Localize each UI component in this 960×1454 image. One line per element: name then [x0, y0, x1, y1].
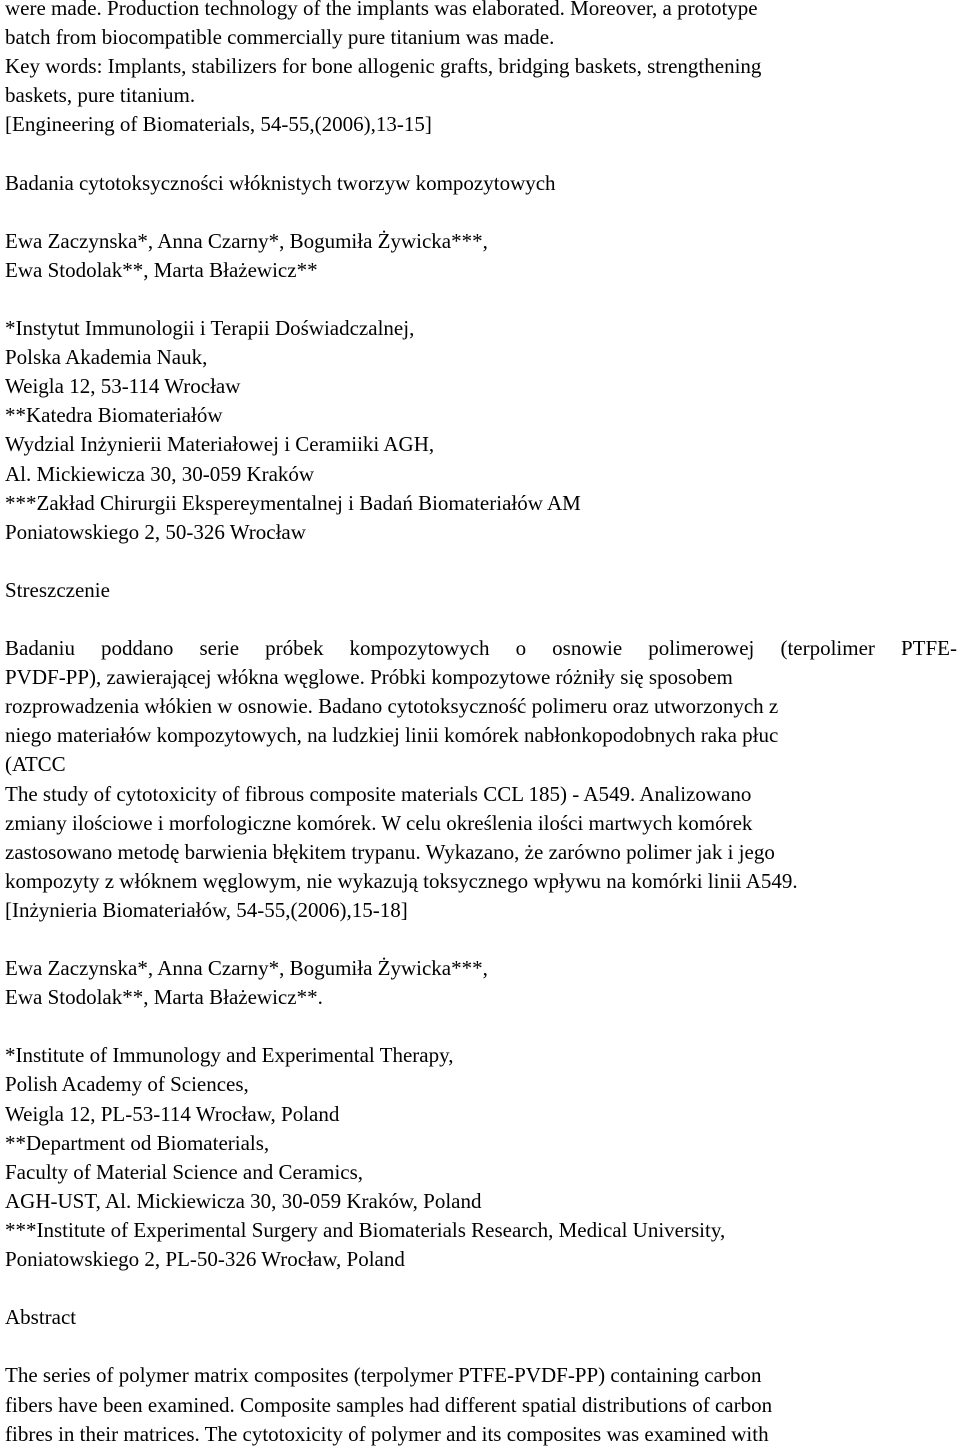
polish-affiliation-line: Wydzial Inżynierii Materiałowej i Ceramiiki AGH,	[5, 432, 435, 457]
polish-title: Badania cytotoksyczności włóknistych tworzyw kompozytowych	[5, 170, 556, 195]
polish-abstract-line: niego materiałów kompozytowych, na ludzkiej linii komórek nabłonkopodobnych raka płuc	[5, 723, 779, 748]
english-affiliation-line: Poniatowskiego 2, PL-50-326 Wrocław, Poland	[5, 1247, 405, 1272]
polish-affiliation-line: Weigla 12, 53-114 Wrocław	[5, 374, 241, 399]
english-abstract-line: fibres in their matrices. The cytotoxicity of polymer and its composites was examined with	[5, 1421, 769, 1446]
intro-citation: [Engineering of Biomaterials, 54-55,(2006),13-15]	[5, 112, 432, 137]
polish-abstract-line: (ATCC	[5, 752, 66, 777]
document-page	[5, 0, 957, 1449]
english-abstract-line: fibers have been examined. Composite samples had different spatial distributions of carbon	[5, 1392, 773, 1417]
polish-abstract-line: rozprowadzenia włókien w osnowie. Badano cytotoksyczność polimeru oraz utworzonych z	[5, 694, 779, 719]
polish-affiliation-line: Polska Akademia Nauk,	[5, 345, 208, 370]
polish-section	[5, 169, 957, 925]
english-affiliation-line: **Department od Biomaterials,	[5, 1130, 270, 1155]
polish-abstract-line: zastosowano metodę barwienia błękitem trypanu. Wykazano, że zarówno polimer jak i jego	[5, 839, 775, 864]
english-section	[5, 954, 957, 1449]
english-author-line: Ewa Zaczynska*, Anna Czarny*, Bogumiła Żywicka***,	[5, 956, 488, 981]
english-affiliation-line: Polish Academy of Sciences,	[5, 1072, 249, 1097]
spacer	[5, 1332, 957, 1361]
polish-affiliation-line: ***Zakład Chirurgii Ekspereymentalnej i Badań Biomateriałów AM	[5, 490, 581, 515]
polish-author-line: Ewa Stodolak**, Marta Błażewicz**	[5, 257, 318, 282]
polish-abstract-line: zmiany ilościowe i morfologiczne komórek. W celu określenia ilości martwych komórek	[5, 810, 753, 835]
english-abstract-line: The series of polymer matrix composites (terpolymer PTFE-PVDF-PP) containing carbon	[5, 1363, 762, 1388]
polish-affiliation-line: *Instytut Immunologii i Terapii Doświadczalnej,	[5, 316, 415, 341]
english-affiliation-line: *Institute of Immunology and Experimental Therapy,	[5, 1043, 454, 1068]
polish-abstract-line: kompozyty z włóknem węglowym, nie wykazują toksycznego wpływu na komórki linii A549.	[5, 868, 798, 893]
polish-affiliation-line: **Katedra Biomateriałów	[5, 403, 223, 428]
polish-citation: [Inżynieria Biomateriałów, 54-55,(2006),15-18]	[5, 897, 408, 922]
intro-line: Key words: Implants, stabilizers for bone allogenic grafts, bridging baskets, strengthening	[5, 54, 762, 79]
polish-abstract-line: Badaniu poddano serie próbek kompozytowych o osnowie polimerowej (terpolimer PTFE-	[5, 636, 957, 661]
intro-line: were made. Production technology of the implants was elaborated. Moreover, a prototype	[5, 0, 758, 20]
spacer	[5, 925, 957, 954]
spacer	[5, 139, 957, 168]
spacer	[5, 547, 957, 576]
polish-abstract-heading: Streszczenie	[5, 577, 110, 602]
polish-affiliation-line: Al. Mickiewicza 30, 30-059 Kraków	[5, 461, 315, 486]
spacer	[5, 1274, 957, 1303]
english-abstract-heading: Abstract	[5, 1305, 77, 1330]
spacer	[5, 605, 957, 634]
polish-author-line: Ewa Zaczynska*, Anna Czarny*, Bogumiła Żywicka***,	[5, 228, 488, 253]
intro-section	[5, 0, 957, 139]
english-affiliation-line: Weigla 12, PL-53-114 Wrocław, Poland	[5, 1101, 340, 1126]
spacer	[5, 285, 957, 314]
intro-line: batch from biocompatible commercially pure titanium was made.	[5, 25, 555, 50]
polish-affiliation-line: Poniatowskiego 2, 50-326 Wrocław	[5, 519, 306, 544]
spacer	[5, 198, 957, 227]
english-affiliation-line: AGH-UST, Al. Mickiewicza 30, 30-059 Kraków, Poland	[5, 1188, 482, 1213]
polish-abstract-line: The study of cytotoxicity of fibrous composite materials CCL 185) - A549. Analizowano	[5, 781, 752, 806]
english-author-line: Ewa Stodolak**, Marta Błażewicz**.	[5, 985, 323, 1010]
intro-line: baskets, pure titanium.	[5, 83, 196, 108]
polish-abstract-line: PVDF-PP), zawierającej włókna węglowe. Próbki kompozytowe różniły się sposobem	[5, 665, 733, 690]
english-affiliation-line: Faculty of Material Science and Ceramics,	[5, 1159, 364, 1184]
spacer	[5, 1012, 957, 1041]
english-affiliation-line: ***Institute of Experimental Surgery and Biomaterials Research, Medical University,	[5, 1217, 726, 1242]
